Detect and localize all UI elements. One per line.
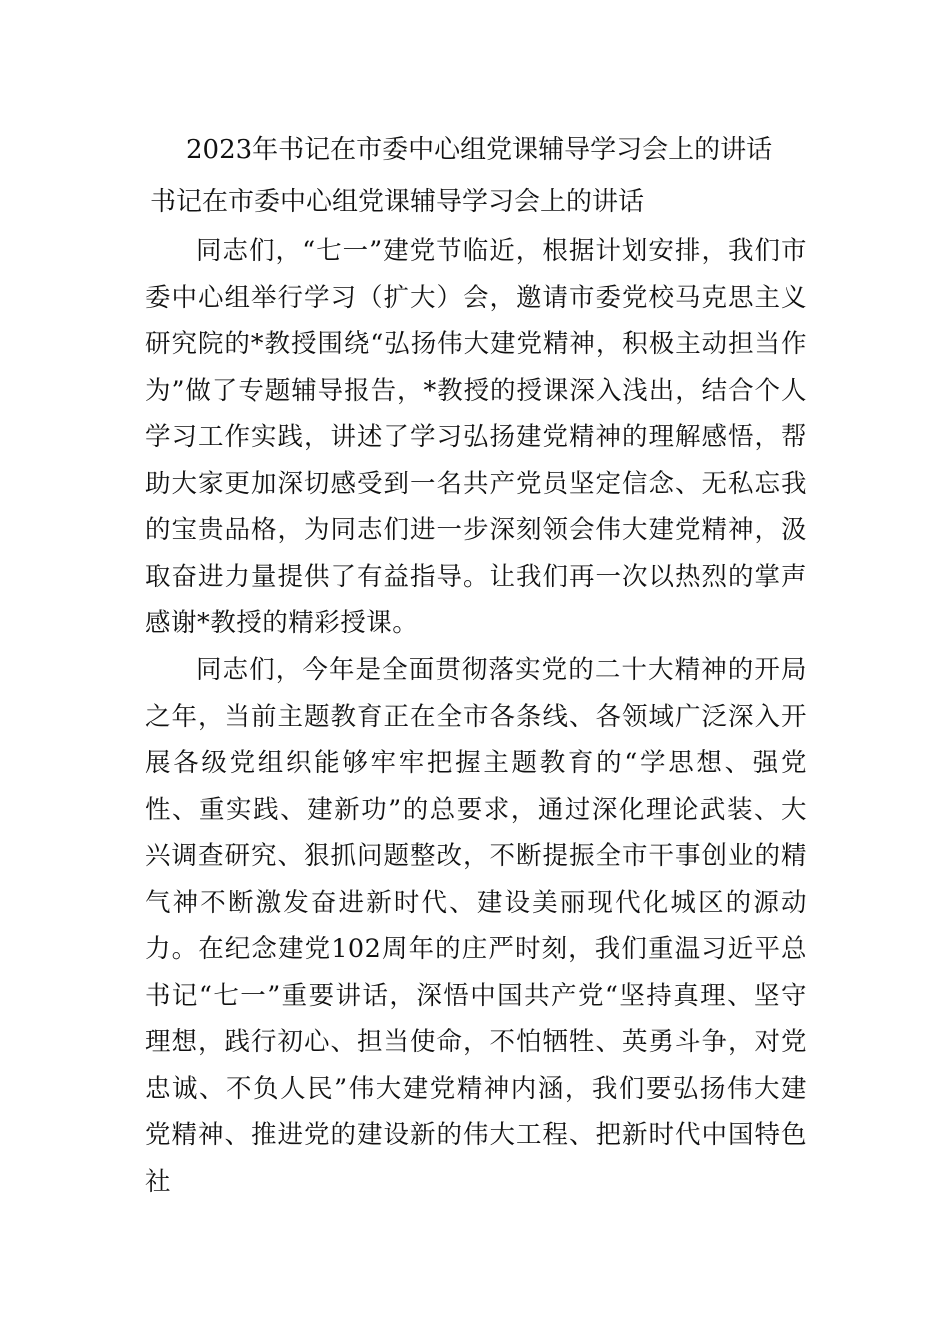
body-paragraph-1: 同志们，“七一”建党节临近，根据计划安排，我们市委中心组举行学习（扩大）会，邀请市委党校马克思主义研究院的*教授围绕“弘扬伟大建党精神，积极主动担当作为”做了专题辅导报告，*教授的授课深入浅出，结合个人学习工作实践，讲述了学习弘扬建党精神的理解感悟，帮助大家更加深切感受到一名共产党员坚定信念、无私忘我的宝贵品格，为同志们进一步深刻领会伟大建党精神，汲取奋进力量提供了有益指导。让我们再一次以热烈的掌声感谢*教授的精彩授课。 <box>145 236 807 638</box>
body-paragraph-2: 同志们，今年是全面贯彻落实党的二十大精神的开局之年，当前主题教育正在全市各条线、各领域广泛深入开展各级党组织能够牢牢把握主题教育的“学思想、强党性、重实践、建新功”的总要求，通过深化理论武装、大兴调查研究、狠抓问题整改，不断提振全市干事创业的精气神不断激发奋进新时代、建设美丽现代化城区的源动力。在纪念建党102周年的庄严时刻，我们重温习近平总书记“七一”重要讲话，深悟中国共产党“坚持真理、坚守理想，践行初心、担当使命，不怕牺牲、英勇斗争，对党忠诚、不负人民”伟大建党精神内涵，我们要弘扬伟大建党精神、推进党的建设新的伟大工程、把新时代中国特色社 <box>145 655 807 1197</box>
document-title: 2023年书记在市委中心组党课辅导学习会上的讲话 <box>186 135 773 165</box>
document-subtitle: 书记在市委中心组党课辅导学习会上的讲话 <box>150 187 645 217</box>
document-body <box>145 228 807 1205</box>
